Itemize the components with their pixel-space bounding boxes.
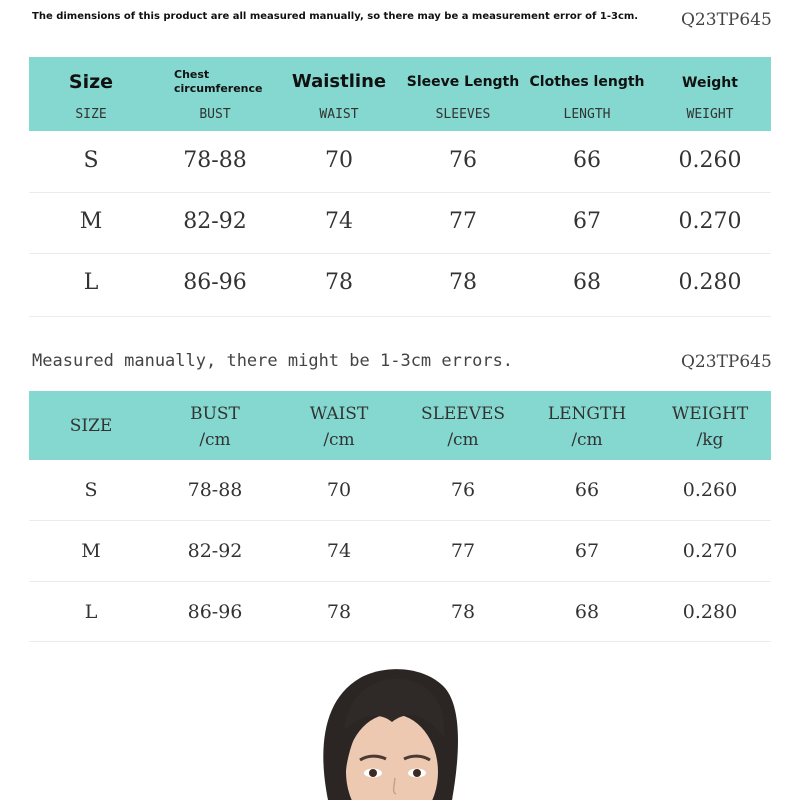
table-row: [29, 601, 771, 627]
row-divider: [29, 316, 771, 317]
header-length: LENGTH /cm: [547, 404, 627, 450]
model-photo: [300, 660, 500, 800]
length-cell: 67: [573, 209, 601, 234]
length-cell: 67: [574, 540, 600, 562]
header-sleeves: SLEEVES /cm: [420, 404, 506, 450]
sleeves-cell: 77: [449, 209, 477, 234]
length-cell: 68: [573, 270, 601, 295]
waist-cell: 70: [326, 479, 352, 501]
header-weight: WEIGHT /kg: [671, 404, 749, 450]
row-divider: [29, 581, 771, 582]
row-divider: [29, 192, 771, 193]
waist-cell: 70: [325, 148, 353, 173]
table-row: [29, 540, 771, 566]
header-bust: BUST /cm: [190, 404, 240, 450]
row-divider: [29, 520, 771, 521]
weight-cell: 0.270: [678, 209, 742, 234]
sleeves-cell: 76: [450, 479, 476, 501]
weight-cell: 0.260: [682, 479, 738, 501]
size-table-1-header: [29, 57, 771, 131]
table-row: [29, 148, 771, 178]
bust-cell: 82-92: [183, 209, 247, 234]
header-bust: Chest circumference BUST: [174, 68, 263, 122]
length-cell: 66: [574, 479, 600, 501]
bust-cell: 78-88: [187, 479, 243, 501]
weight-cell: 0.260: [678, 148, 742, 173]
header-waist: WAIST /cm: [309, 404, 369, 450]
sleeves-cell: 77: [450, 540, 476, 562]
weight-cell: 0.280: [682, 601, 738, 623]
waist-cell: 74: [326, 540, 352, 562]
size-table-2-header: [29, 391, 771, 460]
bust-cell: 86-96: [187, 601, 243, 623]
sleeves-cell: 78: [449, 270, 477, 295]
size-cell: M: [81, 540, 101, 562]
header-size: SIZE: [69, 416, 113, 436]
length-cell: 66: [573, 148, 601, 173]
bust-cell: 82-92: [187, 540, 243, 562]
weight-cell: 0.280: [678, 270, 742, 295]
sleeves-cell: 76: [449, 148, 477, 173]
size-cell: L: [84, 601, 98, 623]
table-row: [29, 209, 771, 239]
size-cell: M: [79, 209, 103, 234]
header-weight: Weight WEIGHT: [682, 75, 738, 122]
length-cell: 68: [574, 601, 600, 623]
table-row: [29, 479, 771, 505]
row-divider: [29, 253, 771, 254]
model-portrait-illustration: [300, 660, 500, 800]
waist-cell: 78: [325, 270, 353, 295]
bust-cell: 86-96: [183, 270, 247, 295]
product-code: Q23TP645: [681, 10, 772, 30]
sleeves-cell: 78: [450, 601, 476, 623]
header-sleeves: Sleeve Length SLEEVES: [406, 74, 520, 122]
weight-cell: 0.270: [682, 540, 738, 562]
measurement-note-2: Measured manually, there might be 1-3cm errors.: [32, 351, 514, 371]
waist-cell: 74: [325, 209, 353, 234]
header-waist: Waistline WAIST: [291, 71, 387, 122]
bust-cell: 78-88: [183, 148, 247, 173]
measurement-note: The dimensions of this product are all measured manually, so there may be a measurement error of 1-3cm.: [32, 11, 639, 22]
size-cell: S: [84, 479, 98, 501]
header-length: Clothes length LENGTH: [529, 74, 645, 122]
header-size: Size SIZE: [68, 71, 114, 122]
table-row: [29, 270, 771, 300]
size-cell: S: [83, 148, 99, 173]
waist-cell: 78: [326, 601, 352, 623]
row-divider: [29, 641, 771, 642]
product-code-2: Q23TP645: [681, 352, 772, 372]
size-cell: L: [83, 270, 99, 295]
